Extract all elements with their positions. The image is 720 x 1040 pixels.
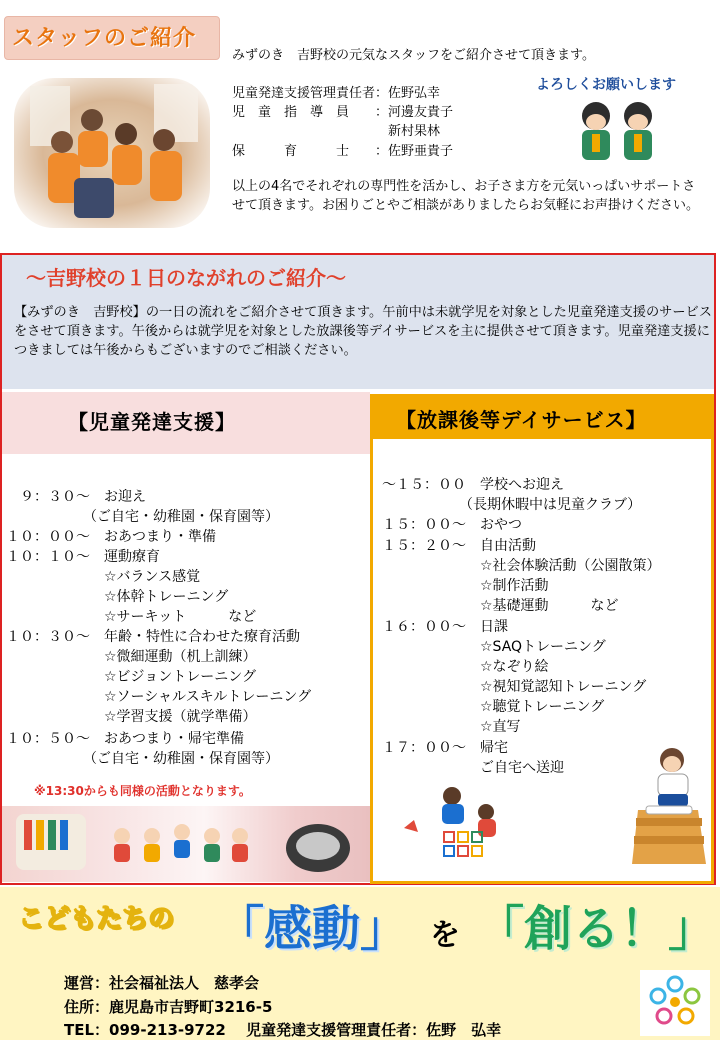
afternoon-note: ※13:30からも同様の活動となります。	[34, 784, 251, 798]
slogan-part-tsukuru: 「創る！」	[476, 901, 717, 957]
schedule-row: ☆微細運動（机上訓練）	[6, 649, 257, 665]
schedule-row: ☆直写	[382, 719, 521, 735]
activity-photos	[2, 806, 370, 882]
schedule-row: ～１５：００ 学校へお迎え	[382, 477, 564, 493]
schedule-row: １０：５０～ おあつまり・帰宅準備	[6, 731, 244, 747]
daily-flow-intro: 【みずのき 吉野校】の一日の流れをご紹介させて頂きます。午前中は未就学児を対象とした児童発達支援のサービスをさせて頂きます。午後からは就学児を対象とした放課後等デイサービスを主に提供させて頂きます。児童発達支援につきましては午後からもございますのでご相談ください。	[14, 305, 712, 358]
staff-intro-text: みずのき 吉野校の元気なスタッフをご紹介させて頂きます。	[232, 48, 595, 63]
schedule-row: １０：１０～ 運動療育	[6, 549, 160, 565]
staff-description: 以上の4名でそれぞれの専門性を活かし、お子さま方を元気いっぱいサポートさせて頂きます。お困りごとやご相談がありましたらお気軽にお声掛けください。	[232, 179, 699, 213]
operator-info: 運営：社会福祉法人 慈孝会	[64, 974, 260, 992]
child-vaulting-box-illustration-icon	[628, 740, 712, 870]
schedule-row: ☆制作活動	[382, 578, 549, 594]
schedule-row: ☆なぞり絵	[382, 659, 549, 675]
address-info: 住所：鹿児島市吉野町3216-5	[64, 998, 273, 1016]
staff-row: 新村果林	[232, 124, 441, 139]
schedule-row: １０：３０～ 年齢・特性に合わせた療育活動	[6, 629, 300, 645]
slogan-part-kando: 「感動」	[216, 901, 409, 957]
schedule-row: ☆社会体験活動（公園散策）	[382, 558, 661, 574]
staff-row: 児童発達支援管理責任者：佐野弘幸	[232, 86, 441, 101]
schedule-row: ☆体幹トレーニング	[6, 589, 229, 605]
schedule-row: ☆学習支援（就学準備）	[6, 709, 257, 725]
staff-section-title: スタッフのご紹介	[12, 26, 197, 51]
schedule-row: １６：００～ 日課	[382, 619, 508, 635]
schedule-row: ☆ビジョントレーニング	[6, 669, 256, 685]
tel-info: TEL：099-213-9722 児童発達支援管理責任者：佐野 弘幸	[64, 1021, 502, 1039]
schedule-row: ☆聴覚トレーニング	[382, 699, 605, 715]
kids-playing-blocks-illustration-icon	[398, 782, 508, 866]
daily-flow-title: ～吉野校の１日のながれのご紹介～	[26, 266, 346, 290]
schedule-row: ☆ソーシャルスキルトレーニング	[6, 689, 312, 705]
slogan-part-children: こどもたちの	[18, 904, 175, 934]
staff-row: 保 育 士 ：佐野亜貴子	[232, 144, 454, 159]
schedule-row: ☆サーキット など	[6, 609, 257, 625]
schedule-row: ☆視知覚認知トレーニング	[382, 679, 647, 695]
schedule-row: ご自宅へ送迎	[382, 760, 564, 776]
after-school-heading: 【放課後等デイサービス】	[396, 408, 647, 432]
staff-row: 児 童 指 導 員 ：河邊友貴子	[232, 105, 454, 120]
schedule-row: （ご自宅・幼稚園・保育園等）	[6, 751, 279, 767]
schedule-row: ☆バランス感覚	[6, 569, 201, 585]
schedule-row: ☆SAQトレーニング	[382, 639, 606, 655]
schedule-row: ９：３０～ お迎え	[6, 489, 146, 505]
schedule-row: （長期休暇中は児童クラブ）	[382, 497, 642, 513]
schedule-row: １０：００～ おあつまり・準備	[6, 529, 216, 545]
staff-photo	[14, 78, 210, 228]
schedule-row: １５：２０～ 自由活動	[382, 538, 536, 554]
schedule-row: （ご自宅・幼稚園・保育園等）	[6, 509, 279, 525]
staff-bowing-illustration-icon	[570, 96, 666, 168]
flower-logo-icon	[640, 970, 710, 1036]
schedule-row: １５：００～ おやつ	[382, 517, 522, 533]
greeting-text: よろしくお願いします	[536, 77, 676, 93]
child-development-heading: 【児童発達支援】	[68, 410, 236, 434]
schedule-row: ☆基礎運動 など	[382, 598, 619, 614]
slogan-part-wo: を	[430, 918, 460, 953]
schedule-row: １７：００～ 帰宅	[382, 740, 508, 756]
